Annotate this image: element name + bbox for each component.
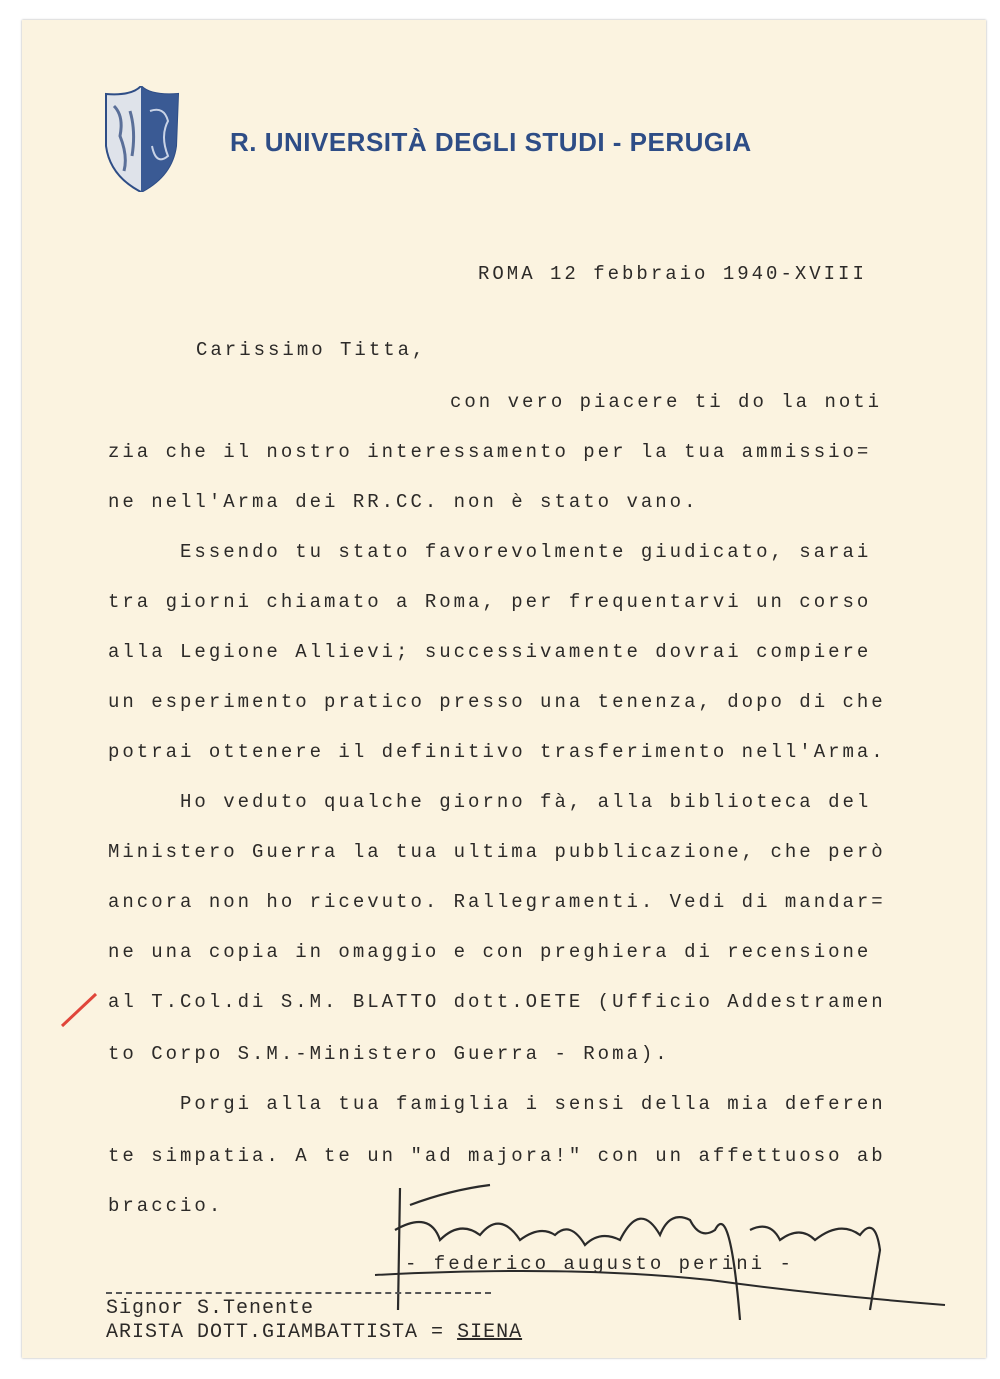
typed-signature: - federico augusto perini - [405,1253,794,1275]
divider [106,1292,491,1294]
body-line: alla Legione Allievi; successivamente dovrai compiere [108,641,872,663]
body-line: to Corpo S.M.-Ministero Guerra - Roma). [108,1043,670,1065]
body-line: Porgi alla tua famiglia i sensi della mia deferen [180,1093,886,1115]
addressee-name: ARISTA DOTT.GIAMBATTISTA = [106,1321,458,1344]
body-line: con vero piacere ti do la noti [450,391,883,413]
addressee-line-1: Signor S.Tenente [106,1297,315,1320]
body-line: Ho veduto qualche giorno fà, alla biblioteca del [180,791,872,813]
university-crest-icon [102,86,180,192]
body-line: ne una copia in omaggio e con preghiera di recensione [108,941,872,963]
body-line: braccio. [108,1195,224,1217]
body-line: ancora non ho ricevuto. Rallegramenti. Vedi di mandar= [108,891,886,913]
addressee-city: SIENA [457,1321,523,1344]
addressee-line-2 [106,1321,522,1344]
body-line: zia che il nostro interessamento per la tua ammissio= [108,441,872,463]
body-line: potrai ottenere il definitivo trasferimento nell'Arma. [108,741,886,763]
salutation: Carissimo Titta, [196,339,427,361]
red-pencil-mark [60,990,100,1030]
body-line: Essendo tu stato favorevolmente giudicato, sarai [180,541,872,563]
body-line: tra giorni chiamato a Roma, per frequentarvi un corso [108,591,872,613]
body-line: te simpatia. A te un "ad majora!" con un affettuoso ab [108,1145,886,1167]
body-line: Ministero Guerra la tua ultima pubblicazione, che però [108,841,886,863]
date-line: ROMA 12 febbraio 1940-XVIII [478,263,867,285]
body-line: ne nell'Arma dei RR.CC. non è stato vano. [108,491,699,513]
body-line: un esperimento pratico presso una tenenza, dopo di che [108,691,886,713]
handwritten-signature [370,1180,950,1320]
letterhead-title: R. UNIVERSITÀ DEGLI STUDI - PERUGIA [230,127,752,157]
body-line: al T.Col.di S.M. BLATTO dott.OETE (Ufficio Addestramen [108,991,886,1013]
